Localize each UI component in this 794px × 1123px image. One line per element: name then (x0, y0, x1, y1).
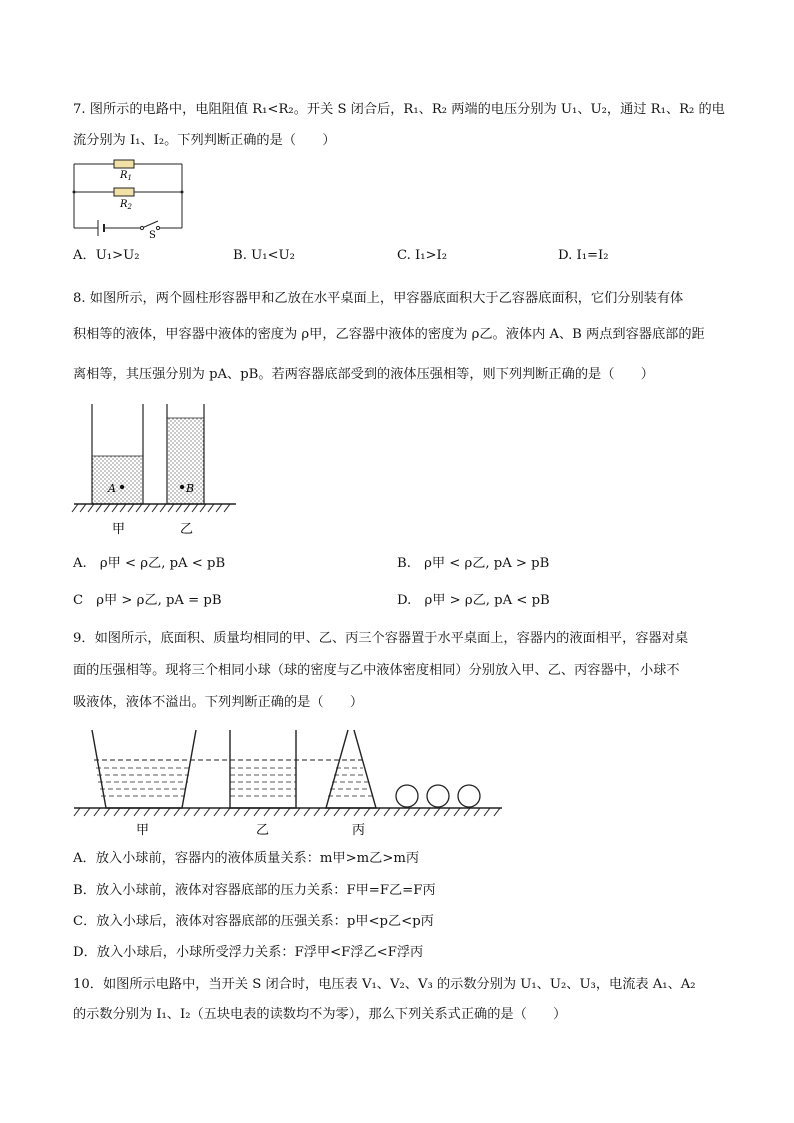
q8-containers-diagram (70, 400, 240, 540)
point-a-dot (120, 485, 124, 489)
point-a-label: A (108, 482, 116, 495)
container-jia-label: 甲 (136, 823, 150, 838)
switch-pivot (140, 226, 143, 229)
q8-stem-line3: 离相等，其压强分别为 pA、pB。若两容器底部受到的液体压强相等，则下列判断正确的是（ ） (73, 367, 654, 382)
q9-containers-diagram (70, 724, 510, 840)
point-b-dot (180, 485, 184, 489)
q7-option-b[interactable]: B. U₁<U₂ (233, 248, 295, 263)
q8-option-c[interactable]: C ρ甲 > ρ乙, pA = pB (73, 593, 222, 608)
q7-option-d[interactable]: D. I₁=I₂ (558, 248, 609, 263)
r1-label: $R_1$ (120, 170, 132, 182)
q10-stem-line2: 的示数分别为 I₁、I₂（五块电表的读数均不为零），那么下列关系式正确的是（ ） (73, 1007, 567, 1022)
q9-option-a[interactable]: A．放入小球前，容器内的液体质量关系：m甲>m乙>m丙 (73, 851, 420, 866)
q9-option-d[interactable]: D．放入小球后，小球所受浮力关系：F浮甲<F浮乙<F浮丙 (73, 945, 424, 960)
point-b-label: B (186, 482, 195, 495)
switch-contact (156, 226, 159, 229)
small-ball-2 (427, 785, 449, 807)
q9-stem-line3: 吸液体，液体不溢出。下列判断正确的是（ ） (73, 695, 364, 710)
q7-circuit-diagram (70, 156, 190, 242)
q8-option-a[interactable]: A. ρ甲 < ρ乙, pA < pB (73, 556, 226, 571)
q8-stem-line2: 积相等的液体，甲容器中液体的密度为 ρ甲，乙容器中液体的密度为 ρ乙。液体内 A、B 两点到容器底部的距 (73, 327, 705, 342)
container-jia-label: 甲 (112, 522, 126, 537)
container-yi-label: 乙 (256, 823, 270, 838)
q7-stem-line2: 流分别为 I₁、I₂。下列判断正确的是（ ） (73, 133, 336, 148)
q9-option-c[interactable]: C．放入小球后，液体对容器底部的压强关系：p甲<p乙<p丙 (73, 914, 434, 929)
container-jia-liquid (92, 456, 143, 504)
q8-option-d[interactable]: D. ρ甲 > ρ乙, pA < pB (397, 593, 550, 608)
switch-label: S (149, 230, 156, 241)
container-yi-label: 乙 (180, 522, 194, 537)
r1-resistor (114, 160, 134, 168)
q9-stem-line1: 9．如图所示，底面积、质量均相同的甲、乙、丙三个容器置于水平桌面上，容器内的液面相平，容器对桌 (73, 631, 689, 646)
q7-option-c[interactable]: C. I₁>I₂ (397, 248, 448, 263)
q7-stem-line1: 7. 图所示的电路中，电阻阻值 R₁<R₂。开关 S 闭合后，R₁、R₂ 两端的电压分别为 U₁、U₂，通过 R₁、R₂ 的电 (73, 102, 725, 117)
q8-option-b[interactable]: B. ρ甲 < ρ乙, pA > pB (397, 556, 550, 571)
small-ball-3 (458, 785, 480, 807)
q8-stem-line1: 8. 如图所示，两个圆柱形容器甲和乙放在水平桌面上，甲容器底面积大于乙容器底面积，它们分别装有体 (73, 291, 684, 306)
q10-stem-line1: 10．如图所示电路中，当开关 S 闭合时，电压表 V₁、V₂、V₃ 的示数分别为 U₁、U₂、U₃，电流表 A₁、A₂ (73, 977, 696, 992)
r2-resistor (114, 188, 134, 196)
q9-stem-line2: 面的压强相等。现将三个相同小球（球的密度与乙中液体密度相同）分别放入甲、乙、丙容器中，小球不 (73, 663, 680, 678)
r2-label: $R_2$ (120, 199, 132, 211)
q7-option-a[interactable]: A．U₁>U₂ (73, 248, 140, 263)
container-bing-label: 丙 (352, 823, 366, 838)
small-ball-1 (396, 785, 418, 807)
q9-option-b[interactable]: B．放入小球前，液体对容器底部的压力关系：F甲=F乙=F丙 (73, 883, 436, 898)
